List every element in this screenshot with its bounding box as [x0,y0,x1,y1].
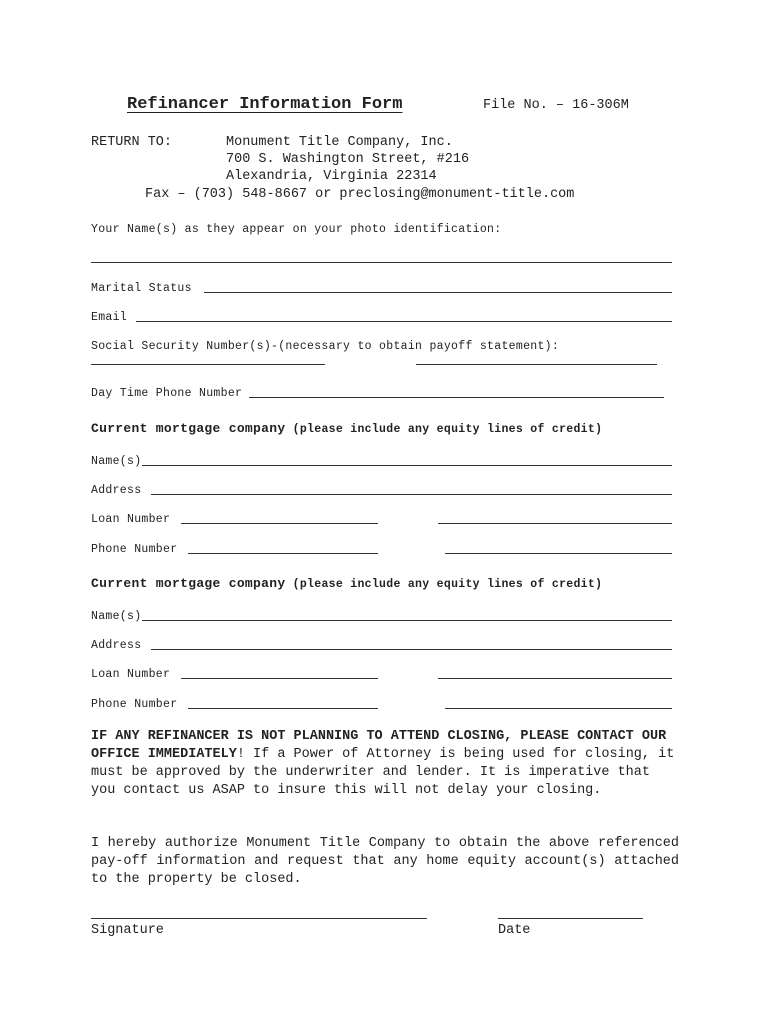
date-field[interactable] [498,918,643,919]
signature-label: Signature [91,923,164,938]
signature-field[interactable] [91,918,427,919]
mortgage-2-loan-label: Loan Number [91,668,171,681]
attendance-notice: IF ANY REFINANCER IS NOT PLANNING TO ATTEND CLOSING, PLEASE CONTACT OUR OFFICE IMMEDIATELY! If a Power of Attorney is being used for closing, it must be approved by the underwriter and lender. It is imperative that you contact us ASAP to insure this will not delay your closing. [91,729,675,798]
names-prompt: Your Name(s) as they appear on your photo identification: [91,223,502,236]
mortgage-2-address-label: Address [91,639,142,652]
company-name: Monument Title Company, Inc. [226,135,453,150]
mortgage-1-loan-field[interactable] [181,523,378,524]
mortgage-2-phone-field-2[interactable] [445,708,672,709]
mortgage-1-loan-field-2[interactable] [438,523,672,524]
mortgage-1-phone-label: Phone Number [91,543,178,556]
ssn-label: Social Security Number(s)-(necessary to obtain payoff statement): [91,340,560,353]
company-city: Alexandria, Virginia 22314 [226,169,437,184]
mortgage-1-loan-label: Loan Number [91,513,171,526]
mortgage-2-address-field[interactable] [151,649,672,650]
marital-status-label: Marital Status [91,282,192,295]
authorization-text: I hereby authorize Monument Title Company to obtain the above referenced pay-off information and request that any home equity account(s) attached to the property be closed. [91,836,679,887]
mortgage-heading-2: Current mortgage company (please include any equity lines of credit) [91,576,603,591]
mortgage-heading-1: Current mortgage company (please include any equity lines of credit) [91,421,603,436]
mortgage-2-name-label: Name(s) [91,610,142,623]
ssn-field-2[interactable] [416,364,657,365]
mortgage-2-loan-field[interactable] [181,678,378,679]
mortgage-2-name-field[interactable] [142,620,672,621]
company-street: 700 S. Washington Street, #216 [226,152,470,167]
mortgage-1-address-field[interactable] [151,494,672,495]
mortgage-1-address-label: Address [91,484,142,497]
mortgage-2-phone-field[interactable] [188,708,378,709]
day-phone-field[interactable] [249,397,664,398]
date-label: Date [498,923,531,938]
day-phone-label: Day Time Phone Number [91,387,243,400]
ssn-field-1[interactable] [91,364,325,365]
mortgage-2-phone-label: Phone Number [91,698,178,711]
return-to-label: RETURN TO: [91,135,173,150]
names-field[interactable] [91,262,672,263]
file-number: File No. – 16-306M [483,98,629,113]
mortgage-1-phone-field-2[interactable] [445,553,672,554]
mortgage-2-loan-field-2[interactable] [438,678,672,679]
marital-status-field[interactable] [204,292,672,293]
mortgage-1-name-label: Name(s) [91,455,142,468]
email-label: Email [91,311,128,324]
company-contact: Fax – (703) 548-8667 or preclosing@monument-title.com [145,187,575,202]
email-field[interactable] [136,321,672,322]
form-title: Refinancer Information Form [127,95,403,114]
mortgage-1-name-field[interactable] [142,465,672,466]
mortgage-1-phone-field[interactable] [188,553,378,554]
